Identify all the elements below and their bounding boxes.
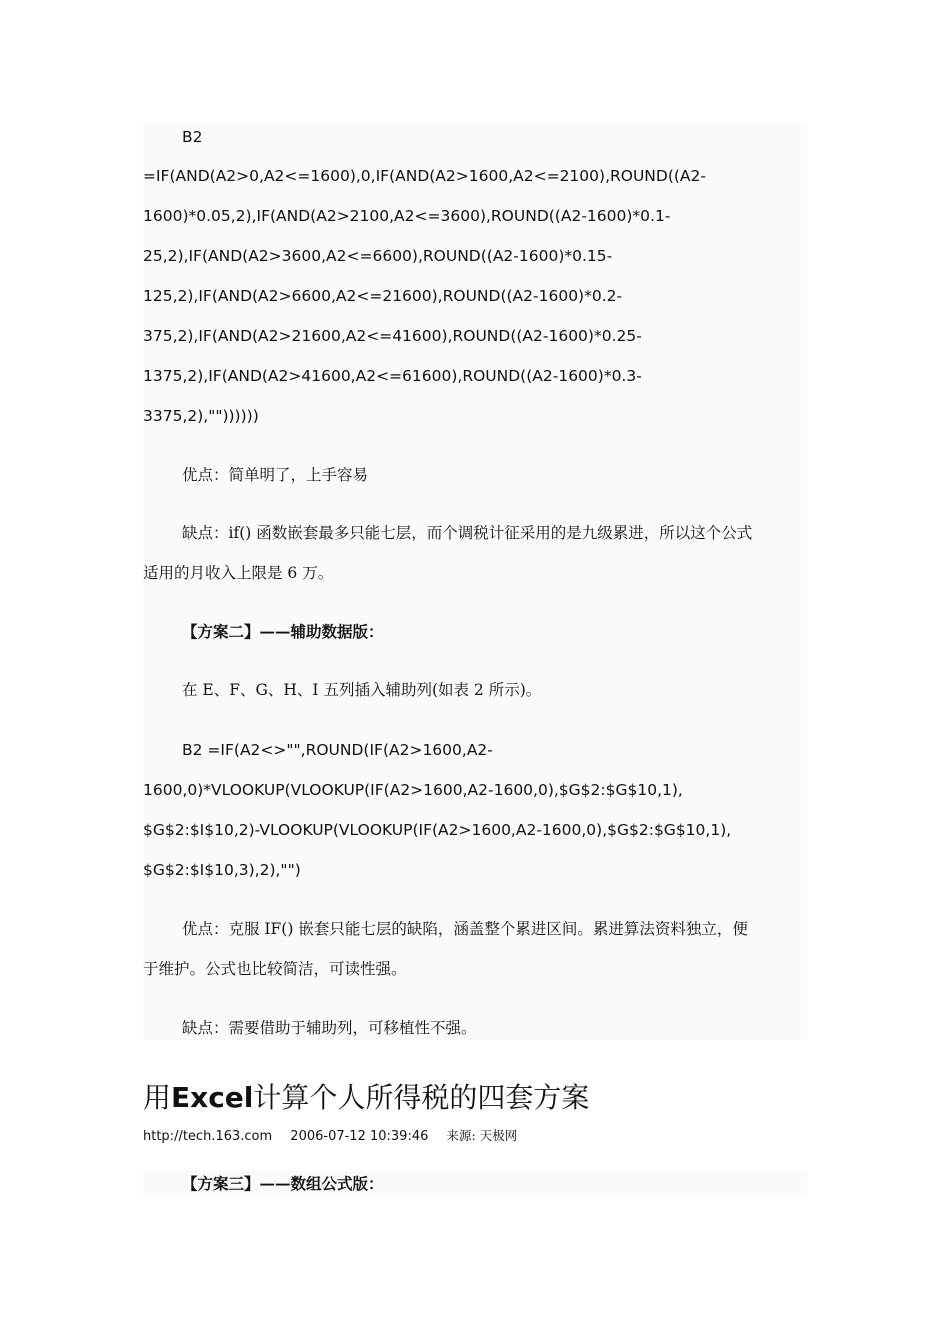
formula-line: 25,2),IF(AND(A2>3600,A2<=6600),ROUND((A2-1600)*0.15- (143, 247, 613, 265)
pros-text: 优点：克服 IF() 嵌套只能七层的缺陷，涵盖整个累进区间。累进算法资料独立，便 (182, 920, 748, 938)
content-block-top (143, 124, 807, 1040)
formula-line: 1375,2),IF(AND(A2>41600,A2<=61600),ROUND((A2-1600)*0.3- (143, 367, 642, 385)
formula-line: 1600)*0.05,2),IF(AND(A2>2100,A2<=3600),ROUND((A2-1600)*0.1- (143, 207, 671, 225)
pros-text: 于维护。公式也比较简洁，可读性强。 (143, 960, 407, 978)
title-prefix: 用 (143, 1081, 172, 1114)
cons-text: 缺点：if() 函数嵌套最多只能七层，而个调税计征采用的是九级累进，所以这个公式 (182, 524, 753, 542)
section-heading: 【方案三】——数组公式版： (182, 1174, 384, 1193)
content-block-bottom (143, 1171, 807, 1195)
article-meta (143, 1126, 531, 1147)
b2-label: B2 (182, 128, 203, 146)
pros-text: 优点：简单明了，上手容易 (182, 466, 369, 484)
title-latin: Excel (171, 1081, 254, 1114)
intro-text: 在 E、F、G、H、I 五列插入辅助列(如表 2 所示)。 (182, 681, 542, 699)
source-url: http://tech.163.com (143, 1129, 273, 1144)
source-name: 来源: 天极网 (446, 1128, 518, 1143)
publish-datetime: 2006-07-12 10:39:46 (290, 1129, 429, 1144)
formula-line: 375,2),IF(AND(A2>21600,A2<=41600),ROUND((A2-1600)*0.25- (143, 327, 642, 345)
formula-line: B2 =IF(A2<>"",ROUND(IF(A2>1600,A2- (182, 741, 493, 759)
article-title (143, 1078, 589, 1118)
cons-text: 适用的月收入上限是 6 万。 (143, 564, 334, 582)
formula-line: 3375,2),"")))))) (143, 407, 259, 425)
formula-line: $G$2:$I$10,2)-VLOOKUP(VLOOKUP(IF(A2>1600,A2-1600,0),$G$2:$G$10,1), (143, 821, 732, 839)
formula-line: 1600,0)*VLOOKUP(VLOOKUP(IF(A2>1600,A2-1600,0),$G$2:$G$10,1), (143, 781, 683, 799)
formula-line: =IF(AND(A2>0,A2<=1600),0,IF(AND(A2>1600,A2<=2100),ROUND((A2- (143, 167, 706, 185)
cons-text: 缺点：需要借助于辅助列，可移植性不强。 (182, 1019, 477, 1037)
formula-line: $G$2:$I$10,3),2),"") (143, 861, 301, 879)
title-suffix: 计算个人所得税的四套方案 (253, 1081, 590, 1114)
section-heading: 【方案二】——辅助数据版： (182, 622, 384, 641)
formula-line: 125,2),IF(AND(A2>6600,A2<=21600),ROUND((A2-1600)*0.2- (143, 287, 623, 305)
